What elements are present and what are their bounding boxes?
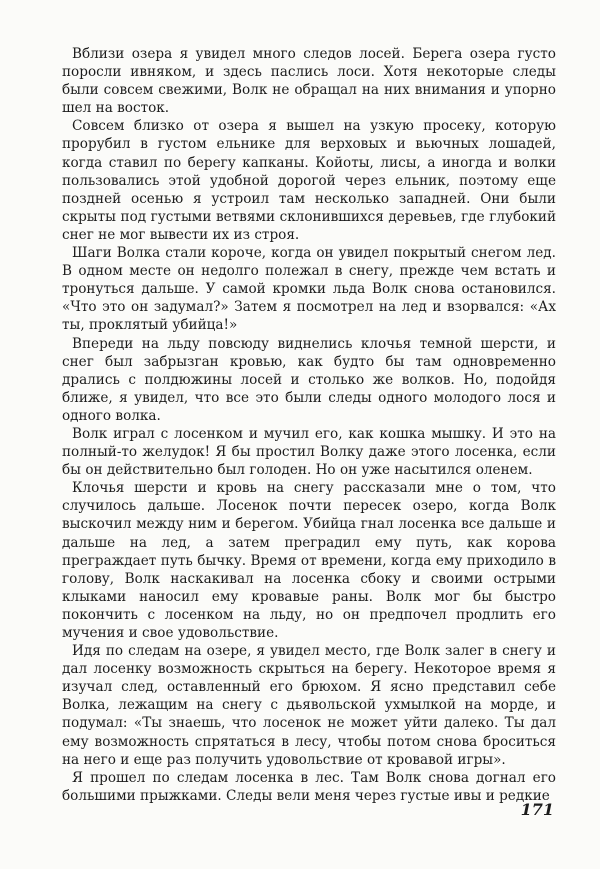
body-text bbox=[62, 45, 556, 805]
paragraph-3: Шаги Волка стали короче, когда он увидел покрытый снегом лед. В одном месте он недолго полежал в снегу, прежде чем встать и тронуться дальше. У самой кромки льда Волк снова остановился. «Что это он задумал?» Затем я посмотрел на лед и взорвался: «Ах ты, проклятый убийца!» bbox=[62, 245, 556, 334]
paragraph-2: Совсем близко от озера я вышел на узкую просеку, которую прорубил в густом ельнике для верховых и вьючных лошадей, когда ставил по берегу капканы. Койоты, лисы, а иногда и волки пользовались этой удобной дорогой через ельник, поэтому еще поздней осенью я устроил там несколько западней. Они были скрыты под густыми ветвями склонившихся деревьев, где глубокий снег не мог вывести их из строя. bbox=[62, 118, 556, 243]
paragraph-8: Я прошел по следам лосенка в лес. Там Волк снова догнал его большими прыжками. Следы вели меня через густые ивы и редкие bbox=[62, 769, 556, 804]
paragraph-1: Вблизи озера я увидел много следов лосей. Берега озера густо поросли ивняком, и здесь паслись лоси. Хотя некоторые следы были совсем свежими, Волк не обращал на них внимания и упорно шел на восток. bbox=[62, 46, 556, 117]
paragraph-7: Идя по следам на озере, я увидел место, где Волк залег в снегу и дал лосенку возможность скрыться на берегу. Некоторое время я изучал след, оставленный его брюхом. Я ясно представил себе Волка, лежащим на снегу с дьявольской ухмылкой на морде, и подумал: «Ты знаешь, что лосенок не может уйти далеко. Ты дал ему возможность спрятаться в лесу, чтобы потом снова броситься на него и еще раз получить удовольствие от кровавой игры». bbox=[62, 643, 556, 768]
paragraph-5: Волк играл с лосенком и мучил его, как кошка мышку. И это на полный-то желудок! Я бы простил Волку даже этого лосенка, если бы он действительно был голоден. Но он уже насытился оленем. bbox=[62, 425, 556, 479]
paragraph-4: Впереди на льду повсюду виднелись клочья темной шерсти, и снег был забрызган кровью, как будто бы там одновременно дрались с полдюжины лосей и столько же волков. Но, подойдя ближе, я увидел, что все это были следы одного молодого лося и одного волка. bbox=[62, 335, 556, 424]
paragraph-6: Клочья шерсти и кровь на снегу рассказали мне о том, что случилось дальше. Лосенок почти пересек озеро, когда Волк выскочил между ним и берегом. Убийца гнал лосенка все дальше и дальше на лед, а затем преградил ему путь, как корова преграждает путь бычку. Время от времени, когда ему приходило в голову, Волк наскакивал на лосенка сбоку и своими острыми клыками наносил ему кровавые раны. Волк мог бы быстро покончить с лосенком на льду, но он предпочел продлить его мучения и свое удовольствие. bbox=[62, 480, 556, 641]
page-number: 171 bbox=[520, 800, 554, 819]
